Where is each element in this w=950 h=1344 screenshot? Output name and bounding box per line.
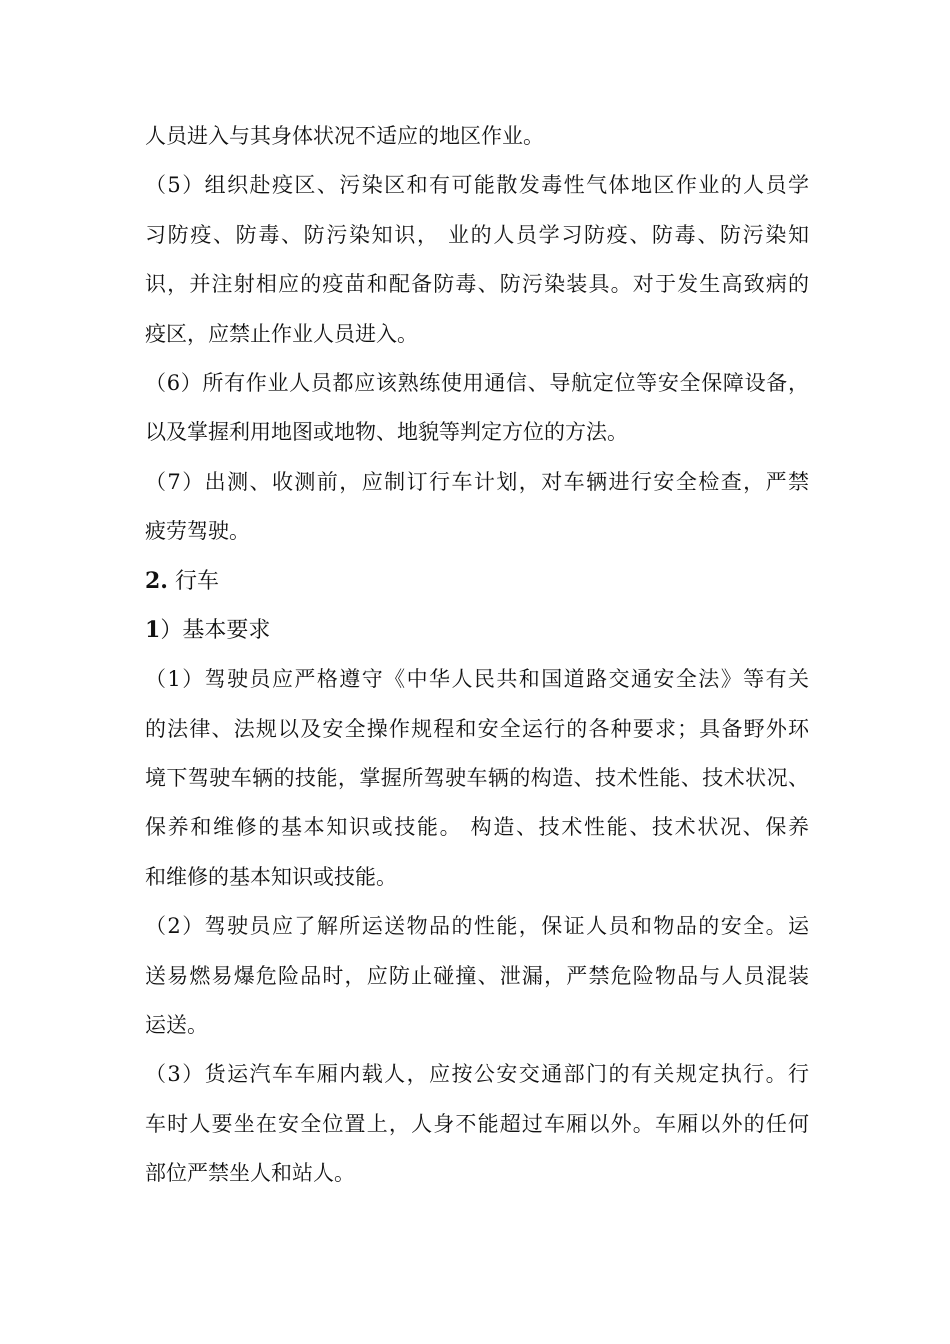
text-line: 的法律、法规以及安全操作规程和安全运行的各种要求；具备野外环 [145, 716, 809, 741]
text-line: 识，并注射相应的疫苗和配备防毒、防污染装具。对于发生高致病的 [145, 272, 809, 297]
text-line: 运送。 [145, 1013, 208, 1038]
text-line: 习防疫、防毒、防污染知识， 业的人员学习防疫、防毒、防污染知 [145, 222, 809, 247]
text-line: 疲劳驾驶。 [145, 519, 250, 544]
paragraph [145, 458, 809, 557]
text-line: （6）所有作业人员都应该熟练使用通信、导航定位等安全保障设备， [145, 370, 809, 395]
text-line: （3）货运汽车车厢内载人，应按公安交通部门的有关规定执行。行 [145, 1062, 809, 1087]
text-line: （7）出测、收测前，应制订行车计划，对车辆进行安全检查，严禁 [145, 469, 809, 494]
text-line: 以及掌握利用地图或地物、地貌等判定方位的方法。 [145, 420, 628, 445]
paragraph [145, 161, 809, 359]
heading-number: 1 [145, 616, 161, 643]
paragraph [145, 655, 809, 902]
text-line: 车时人要坐在安全位置上，人身不能超过车厢以外。车厢以外的任何 [145, 1111, 809, 1136]
heading-text: ）基本要求 [160, 617, 271, 643]
paragraph [145, 359, 809, 458]
paragraph [145, 902, 809, 1050]
text-line: 境下驾驶车辆的技能，掌握所驾驶车辆的构造、技术性能、技术状况、 [145, 766, 809, 791]
text-line: 保养和维修的基本知识或技能。 构造、技术性能、技术状况、保养 [145, 815, 809, 840]
heading-number: 2. [145, 567, 168, 594]
text-line: （1）驾驶员应严格遵守《中华人民共和国道路交通安全法》等有关 [145, 667, 809, 692]
text-line: （2）驾驶员应了解所运送物品的性能，保证人员和物品的安全。运 [145, 914, 809, 939]
text-line: 和维修的基本知识或技能。 [145, 864, 397, 889]
paragraph [145, 1050, 809, 1198]
text-line: 送易燃易爆危险品时，应防止碰撞、泄漏，严禁危险物品与人员混装 [145, 963, 809, 988]
paragraph [145, 112, 809, 161]
section-heading [145, 606, 809, 655]
text-line: （5）组织赴疫区、污染区和有可能散发毒性气体地区作业的人员学 [145, 173, 809, 198]
text-line: 部位严禁坐人和站人。 [145, 1161, 355, 1186]
text-line: 人员进入与其身体状况不适应的地区作业。 [145, 124, 544, 148]
section-heading [145, 557, 809, 606]
heading-text: 行车 [174, 568, 219, 594]
text-line: 疫区，应禁止作业人员进入。 [145, 321, 418, 346]
document-body [145, 112, 809, 1199]
